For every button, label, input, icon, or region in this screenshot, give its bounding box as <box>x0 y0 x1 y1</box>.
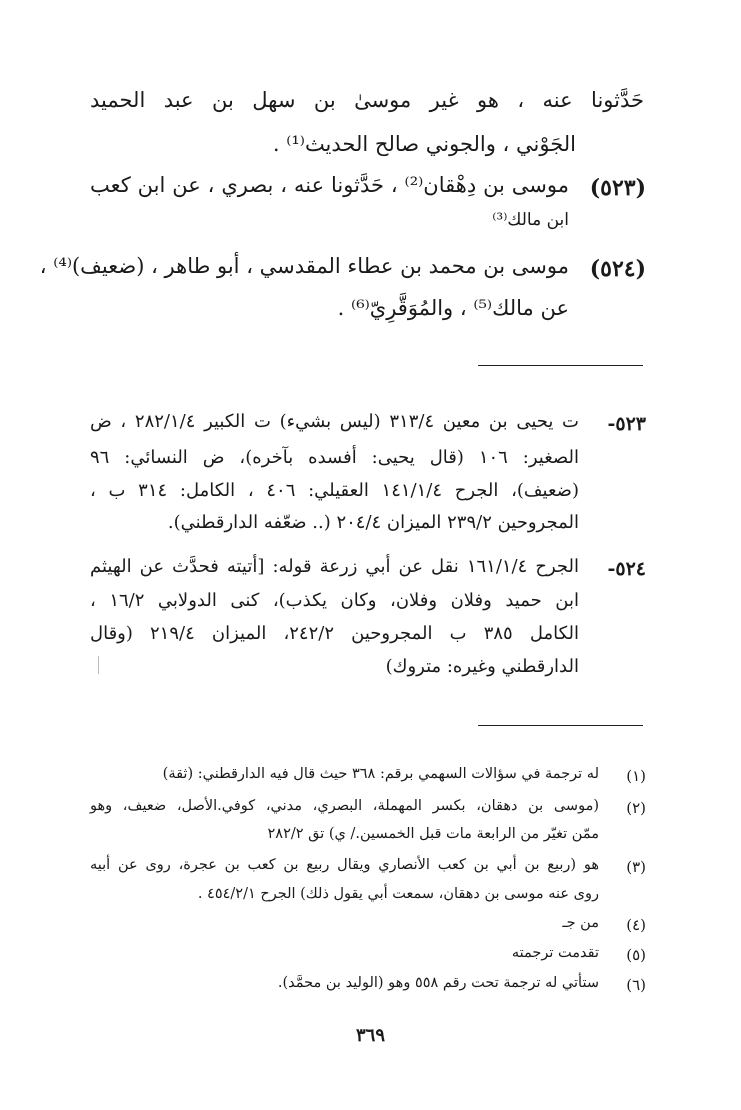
footnote-line: من جـ <box>562 915 599 931</box>
footnote-number: (١) <box>626 767 646 785</box>
footnote-line: له ترجمة في سؤالات السهمي برقم: ٣٦٨ حيث قال فيه الدارقطني: (ثقة) <box>162 766 599 782</box>
section-divider <box>478 365 643 366</box>
footnote-line: روى عنه موسى بن دهقان، سمعت أبي يقول ذلك) الجرح ٤٥٤/٢/١ . <box>197 886 599 902</box>
main-continuation-line-1: حَدَّثونا عنه ، هو غير موسىٰ بن سهل بن عبد الحميد <box>90 88 644 112</box>
note-line: المجروحين ٢٣٩/٢ الميزان ٢٠٤/٤ (.. ضعّفه الدارقطني). <box>167 512 579 533</box>
note-number: ٥٢٣- <box>607 413 646 435</box>
note-line: الصغير: ١٠٦ (قال يحيى: أفسده بآخره)، ض النسائي: ٩٦ <box>90 447 579 468</box>
footnote-line: هو (ربيع بن أبي بن كعب الأنصاري ويقال ربيع بن كعب بن عجرة، روى عن أبيه <box>90 857 599 873</box>
entry-number: (٥٢٣) <box>589 175 646 201</box>
footnote-number: (٣) <box>626 858 646 876</box>
footnote-number: (٤) <box>626 916 646 934</box>
footnote-line: تقدمت ترجمته <box>511 945 599 961</box>
entry-line: موسى بن محمد بن عطاء المقدسي ، أبو طاهر ، (ضعيف)⁽⁴⁾ ، <box>39 254 569 278</box>
note-line: الكامل ٣٨٥ ب المجروحين ٢٤٢/٢، الميزان ٢١٩/٤ (وقال <box>90 623 579 644</box>
footnote-number: (٥) <box>626 946 646 964</box>
note-line: الدارقطني وغيره: متروك) <box>385 656 579 677</box>
footnote-number: (٢) <box>626 799 646 817</box>
margin-mark <box>98 656 99 674</box>
note-line: الجرح ١٦١/١/٤ نقل عن أبي زرعة قوله: [أتيته فحدَّث عن الهيثم <box>90 556 579 577</box>
main-continuation-line-2: الجَوْني ، والجوني صالح الحديث⁽¹⁾ . <box>272 132 576 156</box>
note-line: ت يحيى بن معين ٣١٣/٤ (ليس بشيء) ت الكبير ٢٨٢/١/٤ ، ض <box>90 411 579 432</box>
page-number: ٣٦٩ <box>355 1025 385 1046</box>
note-line: (ضعيف)، الجرح ١٤١/١/٤ العقيلي: ٤٠٦ ، الكامل: ٣١٤ ب ، <box>90 480 579 501</box>
entry-number: (٥٢٤) <box>589 256 646 282</box>
entry-line: ابن مالك⁽³⁾ <box>492 210 569 230</box>
footnote-number: (٦) <box>626 976 646 994</box>
entry-line: عن مالك⁽⁵⁾ ، والمُوَقَّرِيّ⁽⁶⁾ . <box>337 296 569 320</box>
footnote-line: ستأتي له ترجمة تحت رقم ٥٥٨ وهو (الوليد بن محمَّد). <box>277 975 599 991</box>
note-line: ابن حميد وفلان وفلان، وكان يكذب)، كنى الدولابي ١٦/٢ ، <box>90 590 579 611</box>
footnote-divider <box>478 725 643 726</box>
note-number: ٥٢٤- <box>607 558 646 580</box>
entry-line: موسى بن دِهْقان⁽²⁾ ، حَدَّثونا عنه ، بصري ، عن ابن كعب <box>90 173 570 197</box>
footnote-line: (موسى بن دهقان، بكسر المهملة، البصري، مدني، كوفي.الأصل، ضعيف، وهو <box>90 798 599 814</box>
footnote-line: ممّن تغيّر من الرابعة مات قبل الخمسين./ ي) تق ٢٨٢/٢ <box>267 826 599 842</box>
